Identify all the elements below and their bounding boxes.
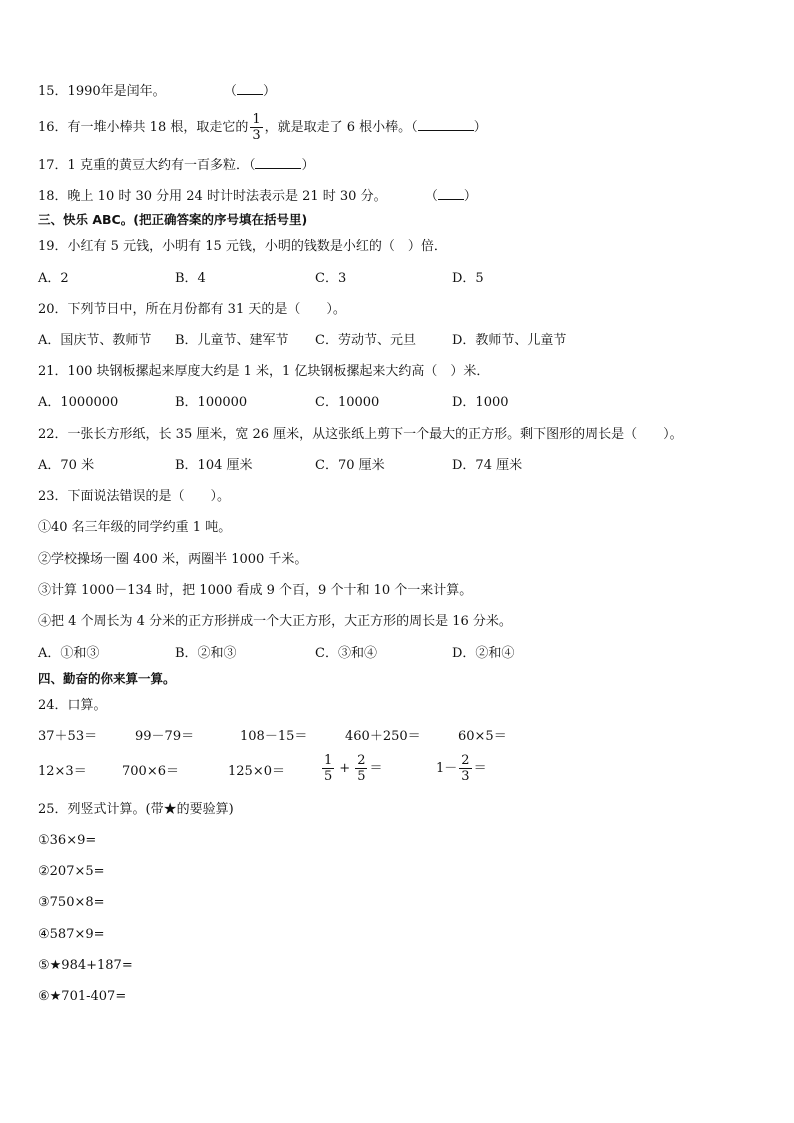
option-d[interactable]: D．教师节、儿童节 (452, 333, 567, 348)
option-c[interactable]: C．劳动节、元旦 (315, 333, 416, 348)
option-d[interactable]: D．1000 (452, 395, 509, 410)
statement-4: ④把 4 个周长为 4 分米的正方形拼成一个大正方形，大正方形的周长是 16 分米。 (38, 614, 512, 629)
question-23-options (38, 645, 758, 663)
fraction-sum-item: $\frac{1}{5}$ + $\frac{2}{5}$ ＝ (324, 753, 383, 784)
statement-2: ②学校操场一圈 400 米，两圈半 1000 千米。 (38, 552, 308, 567)
fraction-one-third: $\frac{1}{3}$ (252, 112, 261, 143)
option-c[interactable]: C．10000 (315, 395, 380, 410)
option-a[interactable]: A．70 米 (38, 458, 95, 473)
oral-calc-row-1 (38, 728, 758, 746)
vertical-calc-item-4: ④587×9= (38, 927, 105, 942)
option-a[interactable]: A．①和③ (38, 646, 100, 661)
question-19-options (38, 270, 758, 288)
question-15: 15．1990年是闰年。 （ ） (38, 84, 276, 99)
calc-item: 12×3＝ (38, 764, 87, 779)
calc-item: 125×0＝ (228, 764, 285, 779)
fraction-diff-item: 1－ $\frac{2}{3}$ ＝ (436, 753, 487, 784)
section-4-title: 四、勤奋的你来算一算。 (38, 671, 176, 686)
option-a[interactable]: A．2 (38, 271, 69, 286)
vertical-calc-item-2: ②207×5= (38, 864, 105, 879)
question-22-options (38, 457, 758, 475)
answer-blank-18[interactable] (438, 187, 464, 200)
statement-3: ③计算 1000－134 时，把 1000 看成 9 个百，9 个十和 10 个一来计算。 (38, 583, 473, 598)
question-18: 18．晚上 10 时 30 分用 24 时计时法表示是 21 时 30 分。 （ ） (38, 189, 477, 204)
option-b[interactable]: B．104 厘米 (175, 458, 253, 473)
option-b[interactable]: B．儿童节、建军节 (175, 333, 289, 348)
option-c[interactable]: C．70 厘米 (315, 458, 385, 473)
option-b[interactable]: B．4 (175, 271, 206, 286)
question-24-stem: 24．口算。 (38, 698, 107, 713)
vertical-calc-item-5: ⑤★984+187= (38, 958, 133, 973)
question-25-stem: 25．列竖式计算。(带★的要验算) (38, 802, 234, 817)
calc-item: 60×5＝ (458, 729, 507, 744)
vertical-calc-item-3: ③750×8= (38, 895, 105, 910)
calc-item: 99－79＝ (135, 729, 195, 744)
question-23-stem: 23．下面说法错误的是（ ）。 (38, 489, 231, 504)
question-20-options (38, 332, 758, 350)
option-c[interactable]: C．③和④ (315, 646, 377, 661)
answer-blank-15[interactable] (237, 82, 263, 95)
section-3-title: 三、快乐 ABC。(把正确答案的序号填在括号里) (38, 212, 308, 227)
oral-calc-row-2 (38, 763, 758, 781)
question-16: 16．有一堆小棒共 18 根，取走它的 $\frac{1}{3}$ ，就是取走了 6 根小棒。（ ） (38, 112, 487, 143)
option-d[interactable]: D．74 厘米 (452, 458, 523, 473)
statement-1: ①40 名三年级的同学约重 1 吨。 (38, 520, 232, 535)
vertical-calc-item-6: ⑥★701-407= (38, 989, 127, 1004)
option-c[interactable]: C．3 (315, 271, 347, 286)
option-a[interactable]: A．1000000 (38, 395, 119, 410)
question-17: 17．1 克重的黄豆大约有一百多粒．（ ） (38, 158, 315, 173)
answer-blank-17[interactable] (255, 156, 301, 169)
calc-item: 700×6＝ (122, 764, 179, 779)
question-19-stem: 19．小红有 5 元钱，小明有 15 元钱，小明的钱数是小红的（ ）倍． (38, 239, 447, 254)
question-20-stem: 20．下列节日中，所在月份都有 31 天的是（ ）。 (38, 302, 346, 317)
calc-item: 108－15＝ (240, 729, 308, 744)
option-d[interactable]: D．5 (452, 271, 484, 286)
question-15-text: 15．1990年是闰年。 (38, 84, 166, 99)
option-a[interactable]: A．国庆节、教师节 (38, 333, 152, 348)
option-b[interactable]: B．②和③ (175, 646, 237, 661)
vertical-calc-item-1: ①36×9= (38, 833, 97, 848)
option-d[interactable]: D．②和④ (452, 646, 515, 661)
calc-item: 460＋250＝ (345, 729, 421, 744)
calc-item: 37＋53＝ (38, 729, 98, 744)
question-22-stem: 22．一张长方形纸，长 35 厘米，宽 26 厘米，从这张纸上剪下一个最大的正方形。剩下图形的周长是（ ）。 (38, 427, 683, 442)
option-b[interactable]: B．100000 (175, 395, 248, 410)
question-21-stem: 21．100 块钢板摞起来厚度大约是 1 米，1 亿块钢板摞起来大约高（ ）米． (38, 364, 490, 379)
answer-blank-16[interactable] (418, 118, 474, 131)
question-21-options (38, 394, 758, 412)
